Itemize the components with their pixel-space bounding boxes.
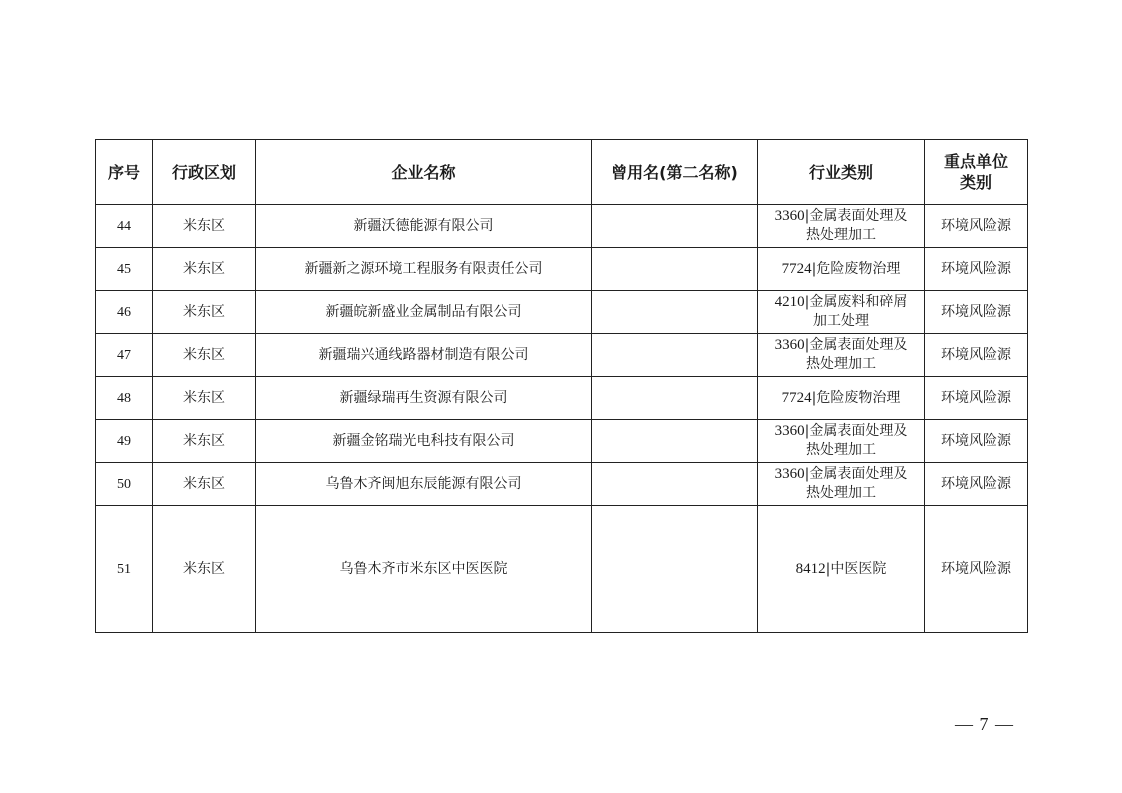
row-district: 米东区 [153,420,256,463]
row-industry [758,463,925,506]
header-index: 序号 [96,140,153,205]
industry-name-line1: |金属表面处理及 [804,337,908,353]
row-former-name [592,463,758,506]
row-unit-type: 环境风险源 [925,506,1028,633]
row-company: 新疆新之源环境工程服务有限责任公司 [256,248,592,291]
row-company: 新疆瑞兴通线路器材制造有限公司 [256,334,592,377]
industry-name-line2: 热处理加工 [806,356,876,372]
row-industry [758,205,925,248]
industry-code: 4210 [774,294,805,310]
row-index: 47 [96,334,153,377]
row-industry [758,291,925,334]
row-district: 米东区 [153,291,256,334]
row-unit-type: 环境风险源 [925,205,1028,248]
row-company: 新疆皖新盛业金属制品有限公司 [256,291,592,334]
row-company: 新疆金铭瑞光电科技有限公司 [256,420,592,463]
industry-name-line2: 热处理加工 [806,442,876,458]
row-unit-type: 环境风险源 [925,377,1028,420]
row-district: 米东区 [153,463,256,506]
row-index: 45 [96,248,153,291]
row-industry [758,334,925,377]
row-former-name [592,420,758,463]
industry-name-line1: |金属表面处理及 [804,466,908,482]
page-number: — 7 — [955,714,1014,734]
industry-code: 3360 [774,337,805,353]
row-unit-type: 环境风险源 [925,248,1028,291]
row-company: 乌鲁木齐闽旭东辰能源有限公司 [256,463,592,506]
industry-name-line1: |金属表面处理及 [804,208,908,224]
industry-name-line1: |中医医院 [825,560,887,577]
header-district: 行政区划 [153,140,256,205]
table-row [96,205,1028,248]
row-industry [758,420,925,463]
row-industry [758,506,925,633]
row-district: 米东区 [153,248,256,291]
industry-code: 7724 [781,260,812,277]
row-company: 乌鲁木齐市米东区中医医院 [256,506,592,633]
row-company: 新疆绿瑞再生资源有限公司 [256,377,592,420]
table-row [96,506,1028,633]
industry-code: 3360 [774,208,805,224]
header-unit-type-line2: 类别 [959,173,992,192]
header-unit-type [925,140,1028,205]
table-row [96,291,1028,334]
row-company: 新疆沃德能源有限公司 [256,205,592,248]
row-industry [758,248,925,291]
header-industry: 行业类别 [758,140,925,205]
row-unit-type: 环境风险源 [925,420,1028,463]
row-former-name [592,506,758,633]
row-former-name [592,248,758,291]
industry-name-line2: 加工处理 [813,313,869,329]
industry-code: 3360 [774,466,805,482]
row-district: 米东区 [153,506,256,633]
table-row [96,463,1028,506]
row-index: 44 [96,205,153,248]
industry-name-line1: |金属废料和碎屑 [804,294,908,310]
row-unit-type: 环境风险源 [925,334,1028,377]
industry-name-line1: |危险废物治理 [811,389,901,406]
enterprise-table [95,139,1028,633]
industry-code: 3360 [774,423,805,439]
row-unit-type: 环境风险源 [925,291,1028,334]
header-unit-type-line1: 重点单位 [943,152,1008,171]
table-row [96,420,1028,463]
row-index: 48 [96,377,153,420]
row-index: 46 [96,291,153,334]
row-unit-type: 环境风险源 [925,463,1028,506]
industry-code: 7724 [781,389,812,406]
row-index: 50 [96,463,153,506]
row-index: 51 [96,506,153,633]
row-former-name [592,334,758,377]
row-former-name [592,205,758,248]
row-district: 米东区 [153,334,256,377]
industry-name-line1: |危险废物治理 [811,260,901,277]
row-district: 米东区 [153,205,256,248]
industry-code: 8412 [795,560,826,577]
row-district: 米东区 [153,377,256,420]
table-row [96,377,1028,420]
industry-name-line2: 热处理加工 [806,227,876,243]
row-index: 49 [96,420,153,463]
table-row [96,334,1028,377]
table-header-row [96,140,1028,205]
industry-name-line1: |金属表面处理及 [804,423,908,439]
header-former-name: 曾用名(第二名称) [592,140,758,205]
row-former-name [592,291,758,334]
table-row [96,248,1028,291]
header-company: 企业名称 [256,140,592,205]
row-industry [758,377,925,420]
industry-name-line2: 热处理加工 [806,485,876,501]
row-former-name [592,377,758,420]
